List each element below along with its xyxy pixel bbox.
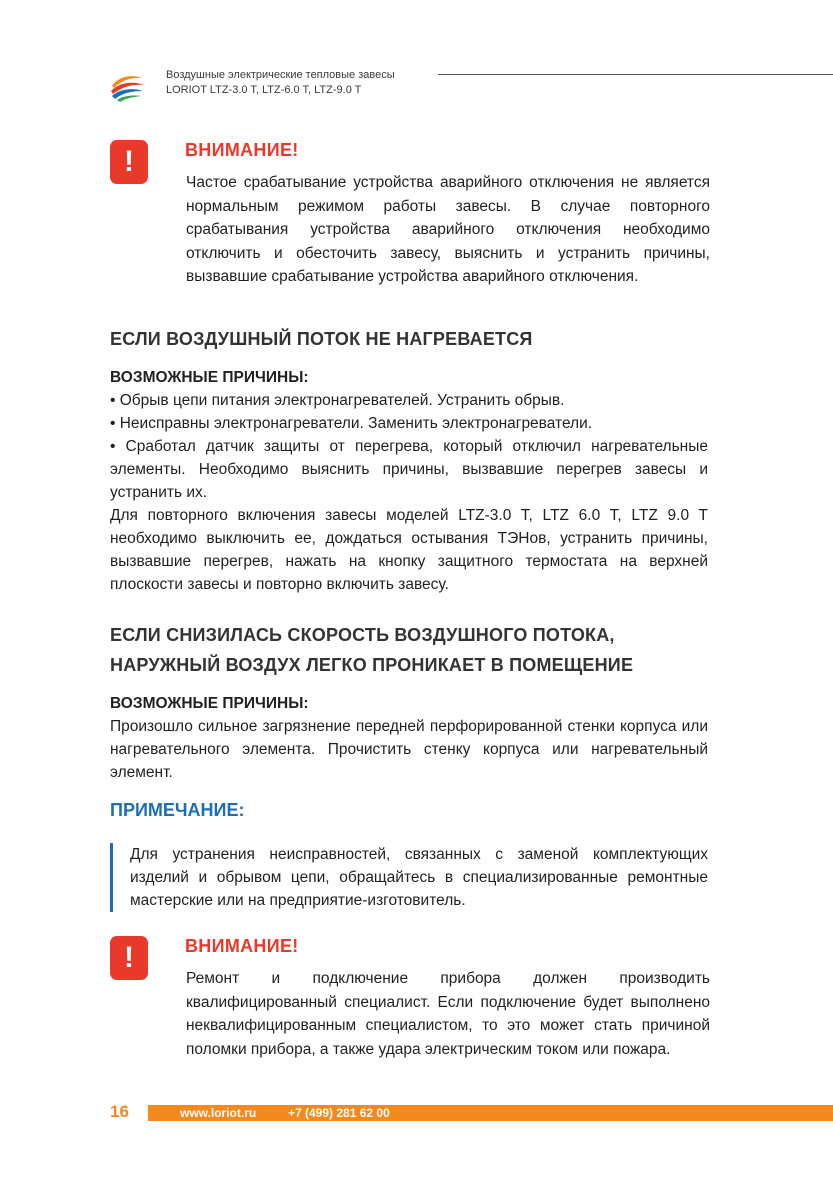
section-subheading: ВОЗМОЖНЫЕ ПРИЧИНЫ: — [110, 369, 309, 386]
warning-text: Частое срабатывание устройства аварийного отключения не является нормальным режимом работы завесы. В случае повторного срабатывания устройства аварийного отключения необходимо отключить и обесточить завесу, выяснить и устранить причины, вызвавшие срабатывание устройства аварийного отключения. — [186, 174, 710, 285]
exclamation-icon: ! — [110, 140, 148, 184]
section-paragraph: Произошло сильное загрязнение передней перфорированной стенки корпуса или нагревательного элемента. Прочистить стенку корпуса или нагревательный элемент. — [110, 718, 708, 781]
page-number: 16 — [110, 1102, 129, 1121]
header-divider — [438, 74, 833, 75]
loriot-logo-icon — [108, 72, 146, 102]
note-title: ПРИМЕЧАНИЕ: — [110, 800, 245, 820]
header-line-1: Воздушные электрические тепловые завесы — [166, 69, 395, 81]
note-block — [110, 843, 708, 912]
section-heading: ЕСЛИ ВОЗДУШНЫЙ ПОТОК НЕ НАГРЕВАЕТСЯ — [110, 329, 533, 349]
note-text: Для устранения неисправностей, связанных с заменой комплектующих изделий и обрывом цепи, обращайтесь в специализированные ремонтные мастерские или на предприятие-изготовитель. — [130, 846, 708, 909]
section-heading-line-2: НАРУЖНЫЙ ВОЗДУХ ЛЕГКО ПРОНИКАЕТ В ПОМЕЩЕНИЕ — [110, 655, 634, 675]
warning-title: ВНИМАНИЕ! — [185, 936, 299, 956]
warning-text: Ремонт и подключение прибора должен производить квалифицированный специалист. Если подключение будет выполнено неквалифицированным специалистом, то это может стать причиной поломки прибора, а также удара электрическим током или пожара. — [186, 970, 710, 1058]
warning-block-2 — [110, 936, 710, 1086]
section-subheading: ВОЗМОЖНЫЕ ПРИЧИНЫ: — [110, 695, 309, 712]
header-title — [166, 68, 395, 98]
header-line-2: LORIOT LTZ-3.0 T, LTZ-6.0 T, LTZ-9.0 T — [166, 84, 362, 96]
bullet-item: • Сработал датчик защиты от перегрева, который отключил нагревательные элементы. Необходимо выяснить причины, вызвавшие перегрев завесы и устранить их. — [110, 438, 708, 501]
note-heading-wrap — [110, 800, 708, 821]
bullet-item: • Неисправны электронагреватели. Заменить электронагреватели. — [110, 415, 593, 432]
section-paragraph: Для повторного включения завесы моделей LTZ-3.0 T, LTZ 6.0 T, LTZ 9.0 T необходимо выключить ее, дождаться остывания ТЭНов, устранить причины, вызвавшие перегрев, нажать на кнопку защитного термостата на верхней плоскости завесы и повторно включить завесу. — [110, 507, 708, 593]
warning-title: ВНИМАНИЕ! — [185, 140, 299, 160]
bullet-item: • Обрыв цепи питания электронагревателей. Устранить обрыв. — [110, 392, 565, 409]
footer-phone[interactable]: +7 (499) 281 62 00 — [288, 1106, 390, 1120]
section-heading-line-1: ЕСЛИ СНИЗИЛАСЬ СКОРОСТЬ ВОЗДУШНОГО ПОТОКА, — [110, 625, 615, 645]
exclamation-icon: ! — [110, 936, 148, 980]
page-header — [108, 68, 833, 108]
section-not-heating — [110, 324, 708, 596]
warning-block-1 — [110, 140, 710, 310]
page-footer — [0, 1103, 833, 1121]
footer-website[interactable]: www.loriot.ru — [180, 1106, 257, 1120]
section-low-airflow — [110, 620, 708, 784]
footer-bar — [148, 1105, 833, 1121]
